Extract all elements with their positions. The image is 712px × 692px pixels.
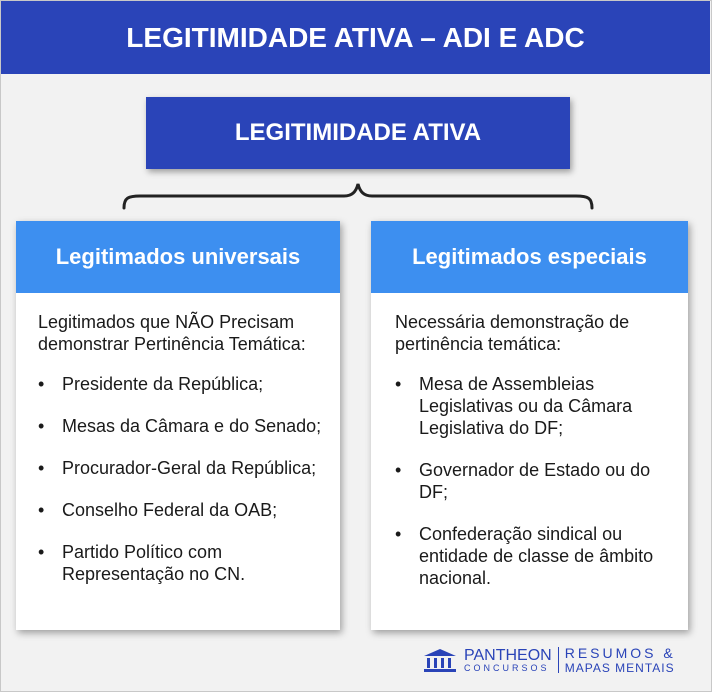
list-item: • Partido Político com Representação no CN.: [38, 541, 324, 585]
list-item: • Confederação sindical ou entidade de classe de âmbito nacional.: [395, 523, 672, 589]
card-universal-intro: Legitimados que NÃO Precisam demonstrar Pertinência Temática:: [38, 312, 306, 354]
card-special-body: [371, 293, 688, 619]
temple-icon: [422, 647, 458, 673]
card-universal: [16, 221, 340, 630]
brand-logo: [422, 643, 692, 677]
list-item: • Procurador-Geral da República;: [38, 457, 324, 479]
card-special-header: Legitimados especiais: [371, 221, 688, 293]
root-node: LEGITIMIDADE ATIVA: [146, 97, 570, 169]
logo-separator: [558, 647, 559, 673]
card-special-intro: Necessária demonstração de pertinência temática:: [395, 312, 630, 354]
card-universal-header: Legitimados universais: [16, 221, 340, 293]
brace-connector: [118, 180, 598, 212]
logo-brand: PANTHEON: [464, 646, 552, 664]
logo-line2: MAPAS MENTAIS: [564, 661, 675, 675]
list-item: • Mesa de Assembleias Legislativas ou da Câmara Legislativa do DF;: [395, 373, 672, 439]
list-item: • Mesas da Câmara e do Senado;: [38, 415, 324, 437]
list-item: • Governador de Estado ou do DF;: [395, 459, 672, 503]
list-item: • Conselho Federal da OAB;: [38, 499, 324, 521]
card-universal-body: [16, 293, 340, 615]
logo-sub: CONCURSOS: [464, 662, 550, 673]
card-special: [371, 221, 688, 630]
card-universal-list: [38, 373, 324, 585]
list-item: • Presidente da República;: [38, 373, 324, 395]
page-title: LEGITIMIDADE ATIVA – ADI E ADC: [1, 1, 710, 74]
logo-line1: RESUMOS &: [564, 645, 676, 661]
card-special-list: [395, 373, 672, 589]
